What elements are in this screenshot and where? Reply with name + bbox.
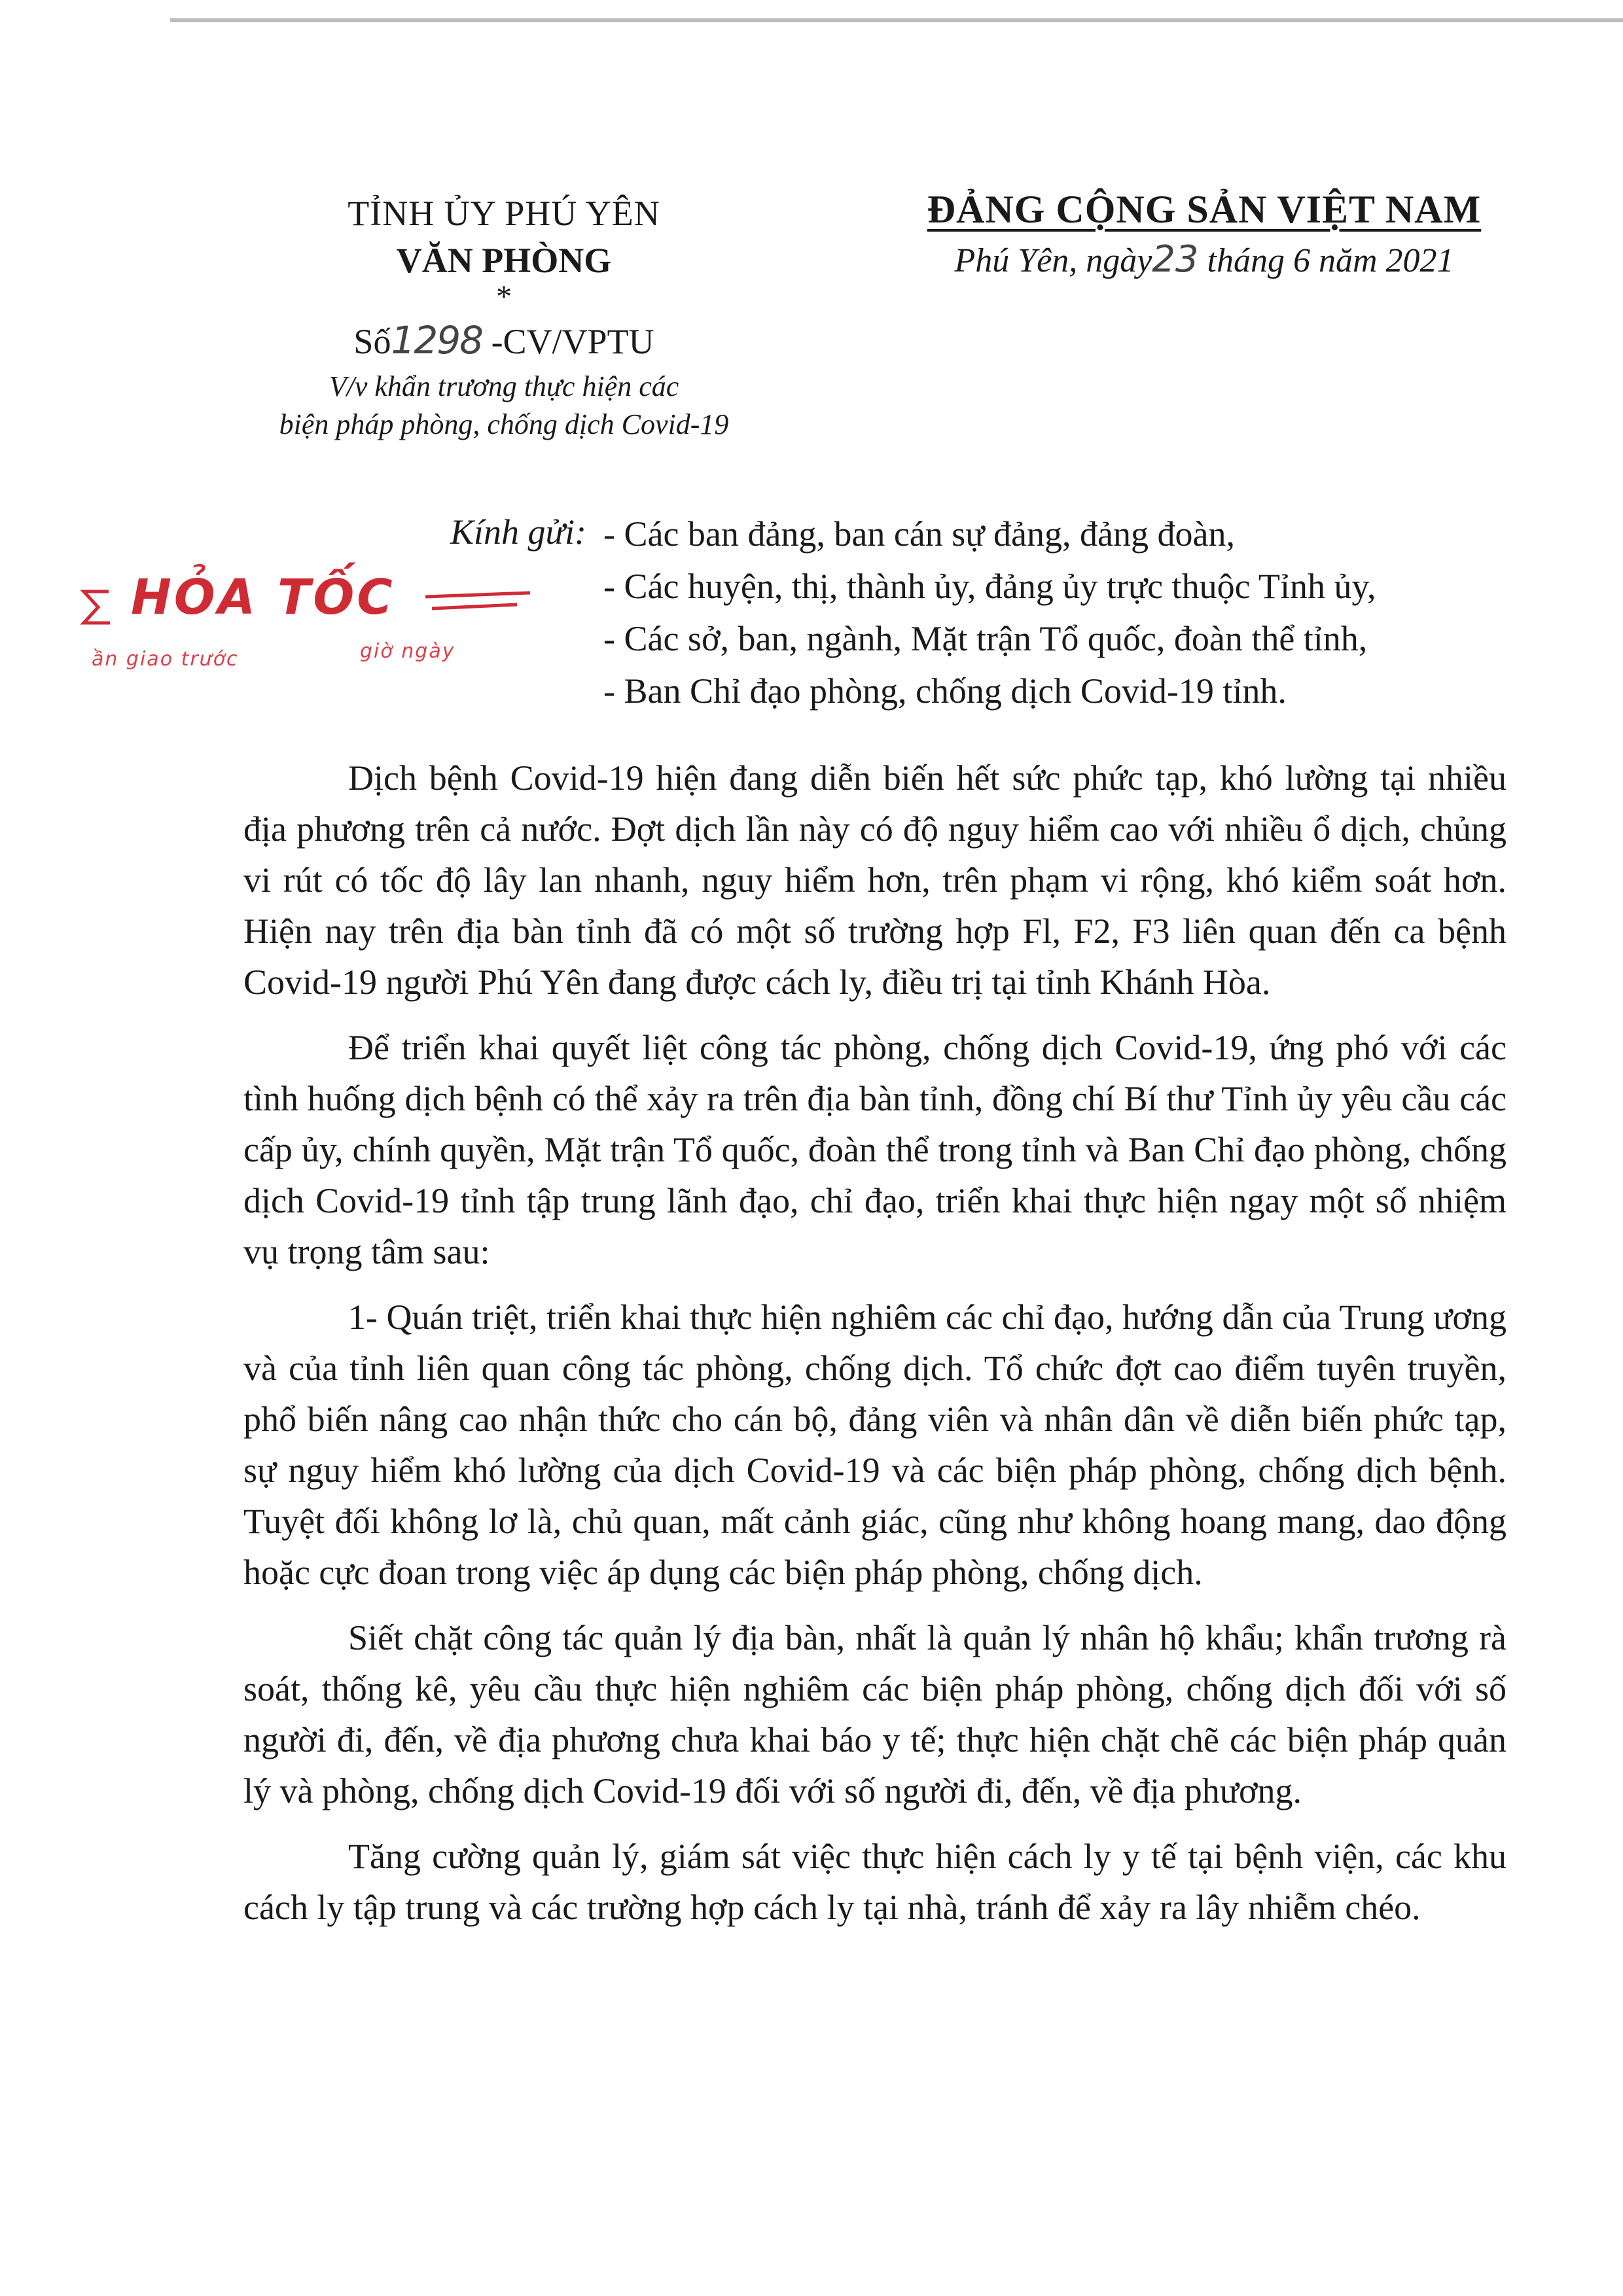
recipient-item: - Ban Chỉ đạo phòng, chống dịch Covid-19 tỉnh. bbox=[603, 671, 1287, 711]
national-header bbox=[890, 183, 1518, 285]
date-prefix: Phú Yên, ngày bbox=[954, 242, 1152, 279]
subject-line-2: biện pháp phòng, chống dịch Covid-19 bbox=[279, 408, 729, 440]
issuer-block bbox=[275, 190, 733, 444]
document-body bbox=[243, 752, 1507, 1947]
document-number bbox=[275, 314, 733, 368]
recipients-label: Kính gửi: bbox=[450, 512, 586, 552]
docno-suffix: -CV/VPTU bbox=[491, 322, 654, 361]
recipient-item: - Các huyện, thị, thành ủy, đảng ủy trực thuộc Tỉnh ủy, bbox=[603, 567, 1376, 606]
issuer-office: VĂN PHÒNG bbox=[396, 241, 612, 280]
recipient-item: - Các ban đảng, ban cán sự đảng, đảng đoàn, bbox=[603, 514, 1235, 554]
date-day-handwritten: 23 bbox=[1152, 238, 1199, 281]
body-paragraph: Dịch bệnh Covid-19 hiện đang diễn biến hết sức phức tạp, khó lường tại nhiều địa phương trên cả nước. Đợt dịch lần này có độ nguy hiểm cao với nhiều ổ dịch, chủng vi rút có tốc độ lây lan nhanh, nguy hiểm hơn, trên phạm vi rộng, khó kiểm soát hơn. Hiện nay trên địa bàn tỉnh đã có một số trường hợp Fl, F2, F3 liên quan đến ca bệnh Covid-19 người Phú Yên đang được cách ly, điều trị tại tỉnh Khánh Hòa. bbox=[243, 758, 1507, 1002]
docno-prefix: Số bbox=[353, 322, 391, 361]
scan-edge-line bbox=[170, 18, 1623, 22]
recipient-item: - Các sở, ban, ngành, Mặt trận Tổ quốc, đoàn thể tỉnh, bbox=[603, 619, 1368, 658]
body-paragraph: Để triển khai quyết liệt công tác phòng, chống dịch Covid-19, ứng phó với các tình huống dịch bệnh có thể xảy ra trên địa bàn tỉnh, đồng chí Bí thư Tỉnh ủy yêu cầu các cấp ủy, chính quyền, Mặt trận Tổ quốc, đoàn thể trong tỉnh và Ban Chỉ đạo phòng, chống dịch Covid-19 tỉnh tập trung lãnh đạo, chỉ đạo, triển khai thực hiện ngay một số nhiệm vụ trọng tâm sau: bbox=[243, 1028, 1507, 1271]
date-suffix: tháng 6 năm 2021 bbox=[1198, 242, 1454, 279]
subject-line-1: V/v khẩn trương thực hiện các bbox=[329, 370, 679, 402]
stamp-title: HỎA TỐC bbox=[131, 569, 395, 626]
stamp-dash-mark bbox=[419, 582, 537, 622]
sigma-mark bbox=[79, 588, 118, 627]
docno-handwritten: 1298 bbox=[391, 318, 483, 362]
urgent-stamp bbox=[79, 569, 497, 687]
stamp-line-2: giờ ngày bbox=[360, 640, 455, 663]
party-title: ĐẢNG CỘNG SẢN VIỆT NAM bbox=[927, 188, 1482, 231]
stamp-line-1: ần giao trước bbox=[92, 648, 239, 671]
issuer-org: TỈNH ỦY PHÚ YÊN bbox=[348, 194, 660, 233]
body-paragraph: Siết chặt công tác quản lý địa bàn, nhất là quản lý nhân hộ khẩu; khẩn trương rà soát, thống kê, yêu cầu thực hiện nghiêm các biện pháp phòng, chống dịch đối với số người đi, đến, về địa phương chưa khai báo y tế; thực hiện chặt chẽ các biện pháp quản lý và phòng, chống dịch Covid-19 đối với số người đi, đến, về địa phương. bbox=[243, 1618, 1507, 1810]
body-paragraph: Tăng cường quản lý, giám sát việc thực hiện cách ly y tế tại bệnh viện, các khu cách ly tập trung và các trường hợp cách ly tại nhà, tránh để xảy ra lây nhiễm chéo. bbox=[243, 1837, 1507, 1927]
body-paragraph: 1- Quán triệt, triển khai thực hiện nghiêm các chỉ đạo, hướng dẫn của Trung ương và của tỉnh liên quan công tác phòng, chống dịch. Tổ chức đợt cao điểm tuyên truyền, phổ biến nâng cao nhận thức cho cán bộ, đảng viên và nhân dân về diễn biến phức tạp, sự nguy hiểm khó lường của dịch Covid-19 và các biện pháp phòng, chống dịch bệnh. Tuyệt đối không lơ là, chủ quan, mất cảnh giác, cũng như không hoang mang, dao động hoặc cực đoan trong việc áp dụng các biện pháp phòng, chống dịch. bbox=[243, 1298, 1507, 1592]
issuer-star: * bbox=[496, 279, 512, 314]
dateline bbox=[890, 236, 1518, 285]
recipients-list bbox=[603, 508, 1376, 717]
